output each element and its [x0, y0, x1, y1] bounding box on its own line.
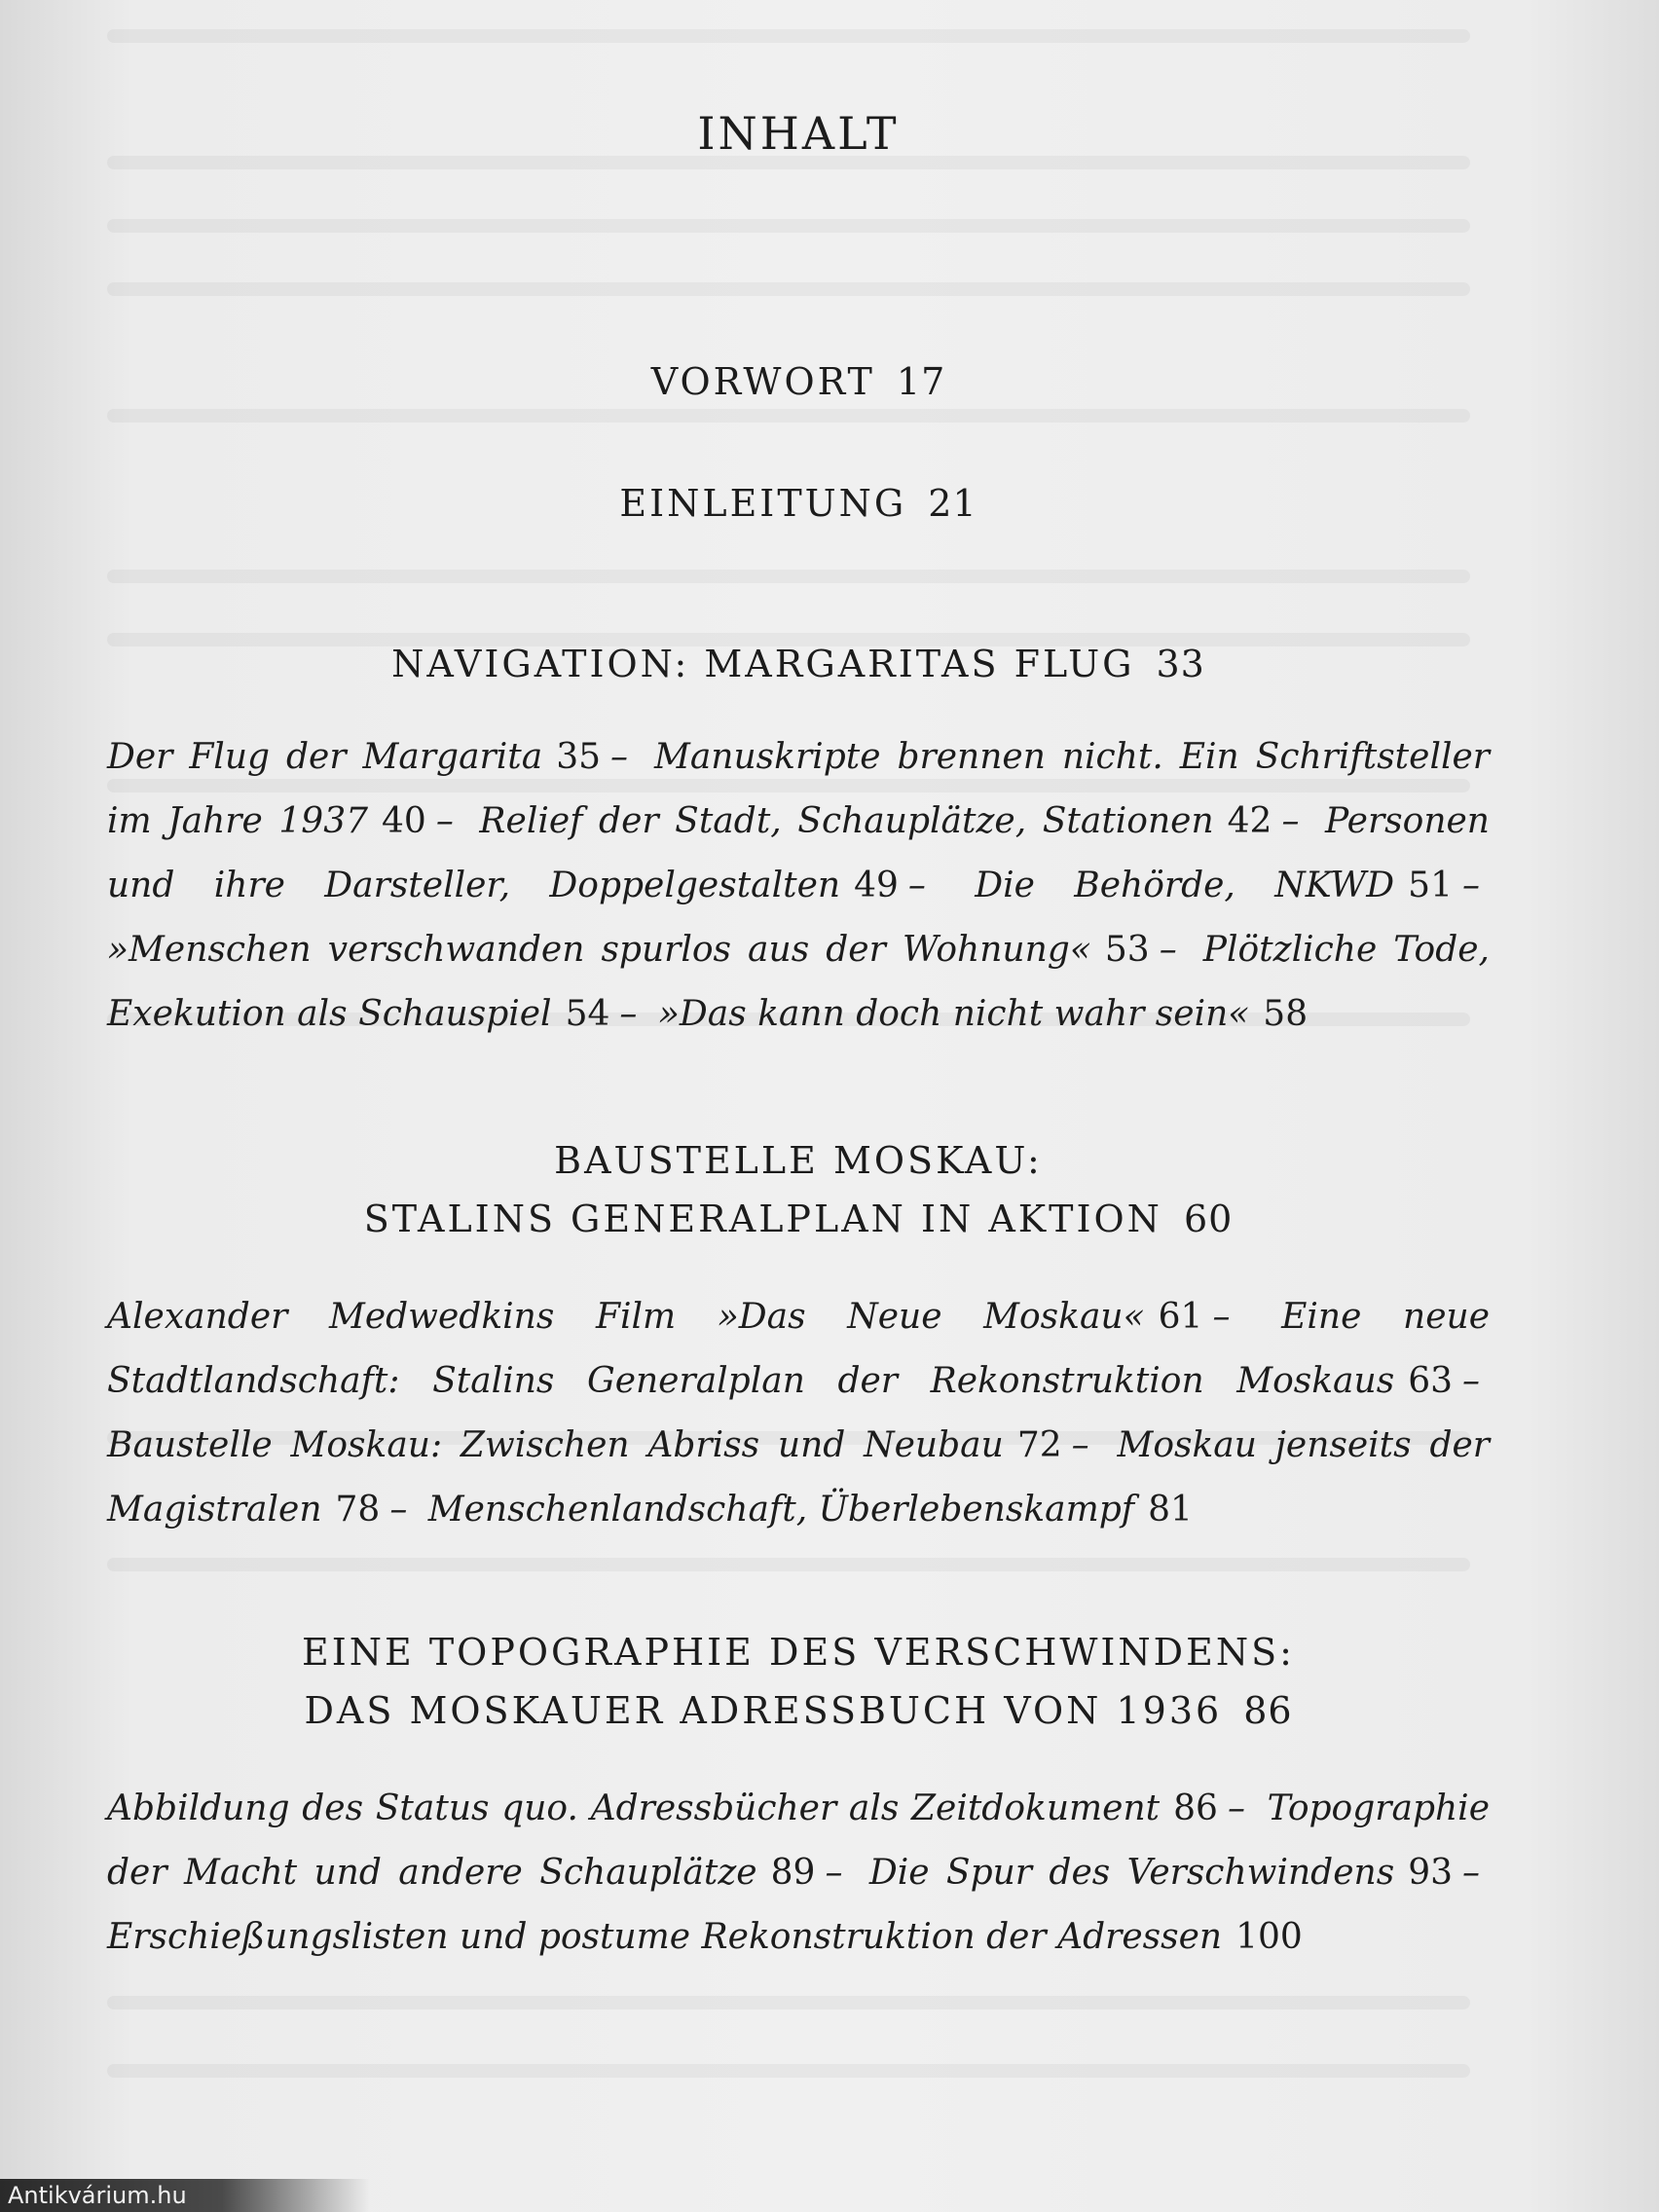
toc-entry [107, 930, 1160, 970]
entry-page-number: 100 [1235, 1917, 1303, 1957]
section-entries-baustelle-moskau [107, 1285, 1490, 1542]
entry-separator: – [619, 994, 638, 1034]
entry-page-number: 63 [1408, 1361, 1453, 1401]
toc-entry [479, 801, 1281, 841]
entry-separator: – [389, 1490, 408, 1530]
entry-page-number: 78 [335, 1490, 381, 1530]
toc-entry [107, 737, 610, 777]
entry-page-number: 42 [1227, 801, 1272, 841]
section-heading-einleitung [107, 482, 1490, 525]
entry-page-number: 72 [1016, 1425, 1062, 1465]
entry-title: Alexander Medwedkins Film »Das Neue Moskau« [107, 1297, 1145, 1337]
entry-page-number: 51 [1408, 866, 1453, 905]
entry-separator: – [1462, 1853, 1480, 1893]
entry-separator: – [1159, 930, 1177, 970]
toc-entry [107, 1425, 1072, 1465]
entry-title: Moskau jenseits der Magistralen [107, 1425, 1490, 1530]
entry-title: Manuskripte brennen nicht. Ein Schriftsteller im Jahre 1937 [107, 737, 1490, 841]
toc-entry [428, 1490, 1202, 1530]
entry-page-number: 86 [1173, 1788, 1218, 1828]
toc-entry [975, 866, 1462, 905]
entry-title: Plötzliche Tode, Exekution als Schauspiel [107, 930, 1490, 1034]
entry-separator: – [610, 737, 629, 777]
entry-title: Der Flug der Margarita [107, 737, 543, 777]
heading-page-number: 60 [1183, 1198, 1234, 1240]
section-entries-navigation [107, 725, 1490, 1047]
entry-separator: – [1462, 1361, 1480, 1401]
entry-page-number: 49 [854, 866, 899, 905]
watermark: Antikvárium.hu [0, 2179, 370, 2212]
heading-page-number: 86 [1243, 1689, 1293, 1732]
entry-page-number: 58 [1263, 994, 1309, 1034]
entry-page-number: 89 [770, 1853, 816, 1893]
toc-entry [107, 1788, 1228, 1828]
section-heading-baustelle-moskau-line2 [107, 1198, 1490, 1240]
toc-entry [107, 1917, 1312, 1957]
section-heading-navigation [107, 643, 1490, 685]
entry-page-number: 81 [1148, 1490, 1193, 1530]
entry-separator: – [907, 866, 926, 905]
heading-text: STALINS GENERALPLAN IN AKTION [363, 1198, 1162, 1240]
entry-separator: – [1281, 801, 1300, 841]
entry-separator: – [1461, 866, 1480, 905]
entry-title: »Das kann doch nicht wahr sein« [657, 994, 1250, 1034]
entry-title: Die Spur des Verschwindens [868, 1853, 1395, 1893]
entry-title: Eine neue Stadtlandschaft: Stalins Generalplan der Rekonstruktion Moskaus [107, 1297, 1490, 1401]
entry-page-number: 93 [1408, 1853, 1453, 1893]
heading-text: NAVIGATION: MARGARITAS FLUG [391, 643, 1135, 685]
entry-title: Baustelle Moskau: Zwischen Abriss und Neubau [107, 1425, 1004, 1465]
section-heading-baustelle-moskau [107, 1139, 1490, 1182]
entry-page-number: 54 [565, 994, 610, 1034]
entry-page-number: 40 [382, 801, 426, 841]
section-entries-topographie [107, 1777, 1490, 1970]
entry-title: »Menschen verschwanden spurlos aus der Wohnung« [107, 930, 1091, 970]
heading-text: DAS MOSKAUER ADRESSBUCH VON 1936 [304, 1689, 1223, 1732]
section-heading-topographie-line2 [107, 1689, 1490, 1732]
entry-title: Relief der Stadt, Schauplätze, Stationen [479, 801, 1214, 841]
heading-page-number: 33 [1156, 643, 1205, 685]
entry-title: Menschenlandschaft, Überlebenskampf [427, 1490, 1135, 1530]
entry-separator: – [1227, 1788, 1245, 1828]
heading-text: EINE TOPOGRAPHIE DES VERSCHWINDENS: [302, 1631, 1295, 1674]
entry-title: Die Behörde, NKWD [975, 866, 1395, 905]
heading-text: EINLEITUNG [619, 482, 907, 525]
entry-page-number: 35 [556, 737, 602, 777]
section-heading-vorwort [107, 360, 1490, 403]
entry-title: Topographie der Macht und andere Schauplätze [107, 1788, 1490, 1893]
page-title: INHALT [697, 107, 900, 160]
toc-entry [869, 1853, 1462, 1893]
entry-title: Abbildung des Status quo. Adressbücher als Zeitdokument [107, 1788, 1161, 1828]
toc-entry [658, 994, 1317, 1034]
entry-separator: – [825, 1853, 843, 1893]
entry-title: Erschießungslisten und postume Rekonstruktion der Adressen [107, 1917, 1223, 1957]
entry-page-number: 53 [1104, 930, 1150, 970]
section-heading-topographie [107, 1631, 1490, 1674]
entry-title: Personen und ihre Darsteller, Doppelgestalten [107, 801, 1490, 905]
heading-page-number: 21 [928, 482, 977, 525]
heading-page-number: 17 [896, 360, 946, 403]
heading-text: BAUSTELLE MOSKAU: [554, 1139, 1043, 1182]
entry-separator: – [1212, 1297, 1231, 1337]
toc-entry [107, 1297, 1212, 1337]
entry-separator: – [435, 801, 454, 841]
heading-text: VORWORT [650, 360, 875, 403]
entry-separator: – [1071, 1425, 1089, 1465]
entry-page-number: 61 [1158, 1297, 1203, 1337]
